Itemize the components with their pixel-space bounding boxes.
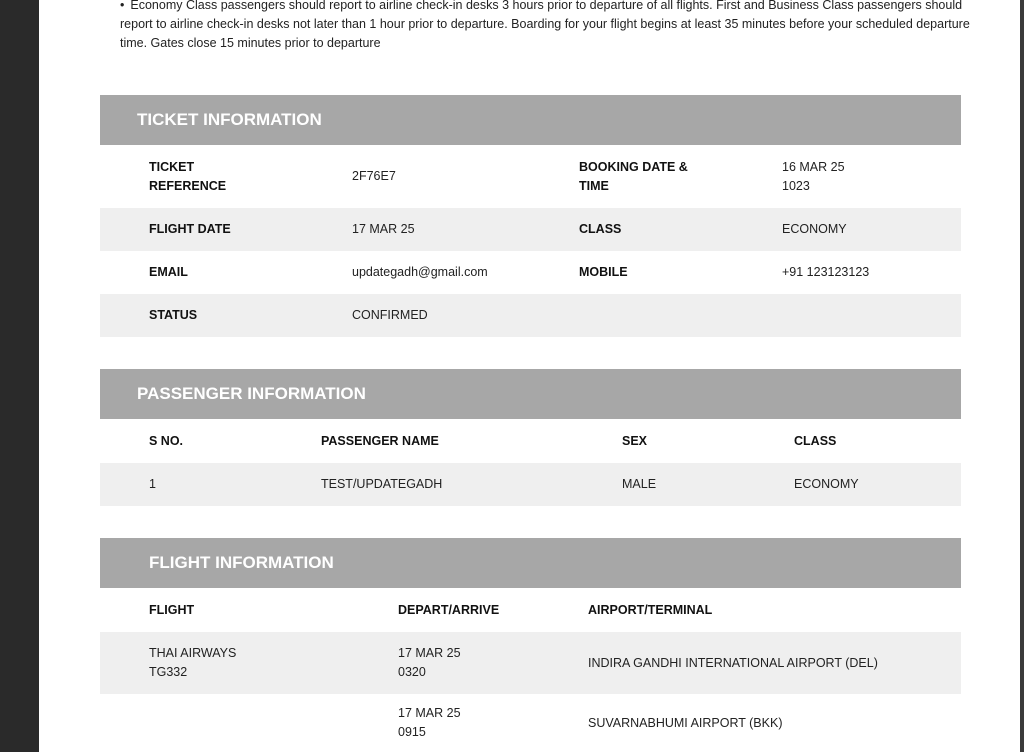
- flight-arrive-date: 17 MAR 25: [398, 706, 461, 720]
- passenger-col-sex: SEX: [622, 433, 648, 448]
- ticket-reference-value: 2F76E7: [352, 169, 396, 183]
- ticket-row-reference: [100, 145, 961, 208]
- table-row: [100, 632, 961, 694]
- flight-arrive-airport: SUVARNABHUMI AIRPORT (BKK): [588, 715, 783, 730]
- status-label: STATUS: [149, 308, 198, 322]
- booking-date-value: [782, 145, 845, 208]
- bullet-icon: •: [120, 0, 125, 12]
- checkin-note: [120, 0, 970, 53]
- viewer-scrollbar[interactable]: [1020, 0, 1024, 752]
- flight-airline: [149, 632, 236, 694]
- booking-date-label: [579, 145, 688, 208]
- ticket-row-flight-date: [100, 208, 961, 251]
- ticket-row-email: [100, 251, 961, 294]
- flight-airline-name: THAI AIRWAYS: [149, 646, 237, 660]
- ticket-info-header: [100, 95, 961, 145]
- passenger-col-sno: S NO.: [149, 433, 184, 448]
- flight-arrive-time: 0915: [398, 725, 426, 739]
- ticket-row-status: [100, 294, 961, 337]
- flight-arrive: [398, 694, 461, 752]
- viewer-left-margin: [0, 0, 39, 752]
- flight-col-airport: AIRPORT/TERMINAL: [588, 602, 713, 617]
- flight-depart: [398, 632, 461, 694]
- flight-table-header: [100, 588, 961, 632]
- passenger-table-header: [100, 419, 961, 463]
- booking-date-label-line2: TIME: [579, 178, 609, 193]
- booking-time: 1023: [782, 178, 810, 193]
- class-label: CLASS: [579, 222, 622, 236]
- document-page: [39, 0, 1020, 752]
- ticket-reference-label-line1: TICKET: [149, 159, 195, 174]
- mobile-value: +91 123123123: [782, 265, 870, 279]
- flight-date-value: 17 MAR 25: [352, 222, 415, 236]
- class-value: ECONOMY: [782, 222, 847, 236]
- passenger-col-class: CLASS: [794, 433, 837, 448]
- booking-date: 16 MAR 25: [782, 159, 845, 174]
- flight-number: TG332: [149, 665, 188, 679]
- status-value: CONFIRMED: [352, 308, 428, 322]
- flight-info-header: [100, 538, 961, 588]
- ticket-reference-label: [149, 145, 226, 208]
- email-value[interactable]: updategadh@gmail.com: [352, 265, 488, 279]
- checkin-note-text: Economy Class passengers should report to airline check-in desks 3 hours prior to departure of all flights. First and Business Class passengers should report to airline check-in desks not later than 1 hour prior to departure. Boarding for your flight begins at least 35 minutes before your scheduled departure time. Gates close 15 minutes prior to departure: [120, 0, 970, 50]
- email-label: EMAIL: [149, 265, 188, 279]
- passenger-class: ECONOMY: [794, 477, 859, 491]
- flight-date-label: FLIGHT DATE: [149, 222, 231, 236]
- flight-col-flight: FLIGHT: [149, 602, 195, 617]
- passenger-col-name: PASSENGER NAME: [321, 433, 439, 448]
- table-row: [100, 463, 961, 506]
- passenger-sno: 1: [149, 477, 156, 491]
- table-row: [100, 694, 961, 752]
- ticket-info-title: TICKET INFORMATION: [137, 110, 322, 129]
- flight-depart-airport: INDIRA GANDHI INTERNATIONAL AIRPORT (DEL): [588, 655, 878, 670]
- ticket-reference-label-line2: REFERENCE: [149, 178, 227, 193]
- passenger-info-title: PASSENGER INFORMATION: [137, 384, 366, 403]
- flight-depart-date: 17 MAR 25: [398, 646, 461, 660]
- passenger-sex: MALE: [622, 477, 657, 491]
- mobile-label: MOBILE: [579, 265, 628, 279]
- flight-col-depart-arrive: DEPART/ARRIVE: [398, 602, 500, 617]
- passenger-info-header: [100, 369, 961, 419]
- passenger-name: TEST/UPDATEGADH: [321, 477, 443, 491]
- flight-depart-time: 0320: [398, 665, 426, 679]
- booking-date-label-line1: BOOKING DATE &: [579, 159, 688, 174]
- flight-info-title: FLIGHT INFORMATION: [149, 553, 334, 572]
